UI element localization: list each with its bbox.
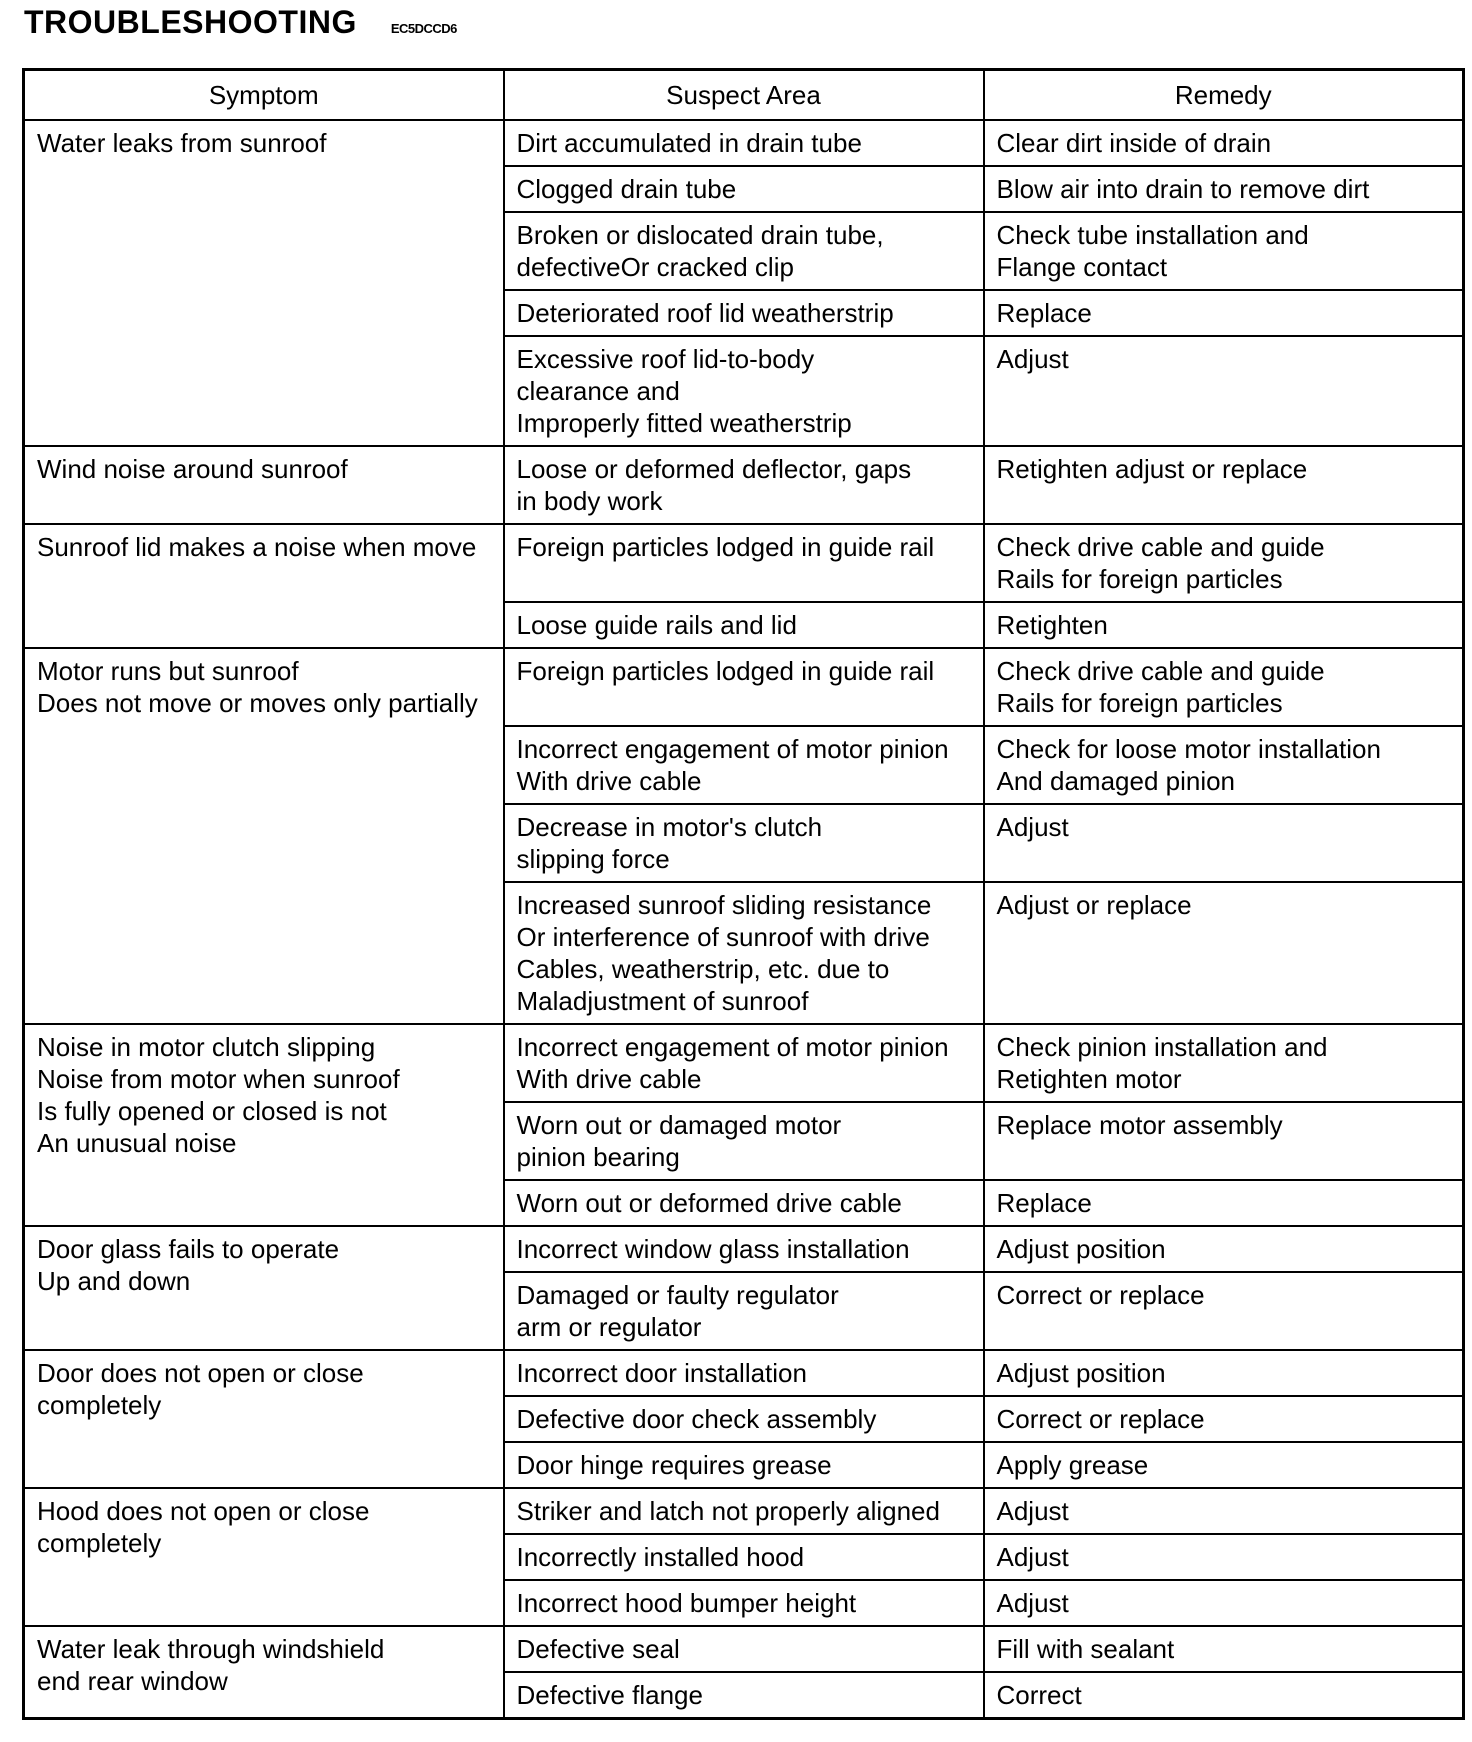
- table-row: [24, 1226, 1464, 1272]
- suspect-area-cell: Incorrect engagement of motor pinion With drive cable: [504, 726, 984, 804]
- remedy-cell: Adjust: [984, 1580, 1464, 1626]
- document-code: EC5DCCD6: [390, 21, 457, 36]
- table-row: [24, 1626, 1464, 1672]
- column-header-symptom: Symptom: [24, 70, 504, 121]
- page-title: TROUBLESHOOTING: [24, 4, 357, 40]
- remedy-cell: Replace motor assembly: [984, 1102, 1464, 1180]
- remedy-cell: Check tube installation and Flange contact: [984, 212, 1464, 290]
- table-row: [24, 120, 1464, 166]
- remedy-cell: Correct or replace: [984, 1396, 1464, 1442]
- remedy-cell: Replace: [984, 1180, 1464, 1226]
- symptom-cell: Noise in motor clutch slipping Noise from motor when sunroof Is fully opened or closed is not An unusual noise: [24, 1024, 504, 1226]
- remedy-cell: Adjust: [984, 804, 1464, 882]
- remedy-cell: Check drive cable and guide Rails for foreign particles: [984, 524, 1464, 602]
- suspect-area-cell: Incorrect window glass installation: [504, 1226, 984, 1272]
- symptom-cell: Door does not open or close completely: [24, 1350, 504, 1488]
- remedy-cell: Correct: [984, 1672, 1464, 1719]
- symptom-cell: Water leak through windshield end rear window: [24, 1626, 504, 1719]
- suspect-area-cell: Damaged or faulty regulator arm or regulator: [504, 1272, 984, 1350]
- suspect-area-cell: Excessive roof lid-to-body clearance and Improperly fitted weatherstrip: [504, 336, 984, 446]
- suspect-area-cell: Door hinge requires grease: [504, 1442, 984, 1488]
- symptom-cell: Wind noise around sunroof: [24, 446, 504, 524]
- title-block: [24, 4, 457, 41]
- symptom-cell: Water leaks from sunroof: [24, 120, 504, 446]
- column-header-suspect-area: Suspect Area: [504, 70, 984, 121]
- suspect-area-cell: Foreign particles lodged in guide rail: [504, 524, 984, 602]
- remedy-cell: Adjust: [984, 1488, 1464, 1534]
- symptom-cell: Sunroof lid makes a noise when move: [24, 524, 504, 648]
- suspect-area-cell: Worn out or damaged motor pinion bearing: [504, 1102, 984, 1180]
- table-row: [24, 524, 1464, 602]
- remedy-cell: Apply grease: [984, 1442, 1464, 1488]
- table-row: [24, 1350, 1464, 1396]
- table-row: [24, 648, 1464, 726]
- remedy-cell: Check for loose motor installation And damaged pinion: [984, 726, 1464, 804]
- suspect-area-cell: Defective flange: [504, 1672, 984, 1719]
- suspect-area-cell: Deteriorated roof lid weatherstrip: [504, 290, 984, 336]
- symptom-cell: Motor runs but sunroof Does not move or moves only partially: [24, 648, 504, 1024]
- table-body: [24, 120, 1464, 1719]
- remedy-cell: Adjust or replace: [984, 882, 1464, 1024]
- suspect-area-cell: Loose guide rails and lid: [504, 602, 984, 648]
- remedy-cell: Check drive cable and guide Rails for foreign particles: [984, 648, 1464, 726]
- remedy-cell: Retighten adjust or replace: [984, 446, 1464, 524]
- remedy-cell: Correct or replace: [984, 1272, 1464, 1350]
- remedy-cell: Adjust position: [984, 1226, 1464, 1272]
- suspect-area-cell: Incorrect hood bumper height: [504, 1580, 984, 1626]
- suspect-area-cell: Incorrect engagement of motor pinion With drive cable: [504, 1024, 984, 1102]
- suspect-area-cell: Incorrect door installation: [504, 1350, 984, 1396]
- column-header-remedy: Remedy: [984, 70, 1464, 121]
- suspect-area-cell: Increased sunroof sliding resistance Or interference of sunroof with drive Cables, weatherstrip, etc. due to Maladjustment of sunroof: [504, 882, 984, 1024]
- remedy-cell: Clear dirt inside of drain: [984, 120, 1464, 166]
- suspect-area-cell: Foreign particles lodged in guide rail: [504, 648, 984, 726]
- table-row: [24, 1488, 1464, 1534]
- suspect-area-cell: Decrease in motor's clutch slipping force: [504, 804, 984, 882]
- suspect-area-cell: Clogged drain tube: [504, 166, 984, 212]
- remedy-cell: Retighten: [984, 602, 1464, 648]
- suspect-area-cell: Loose or deformed deflector, gaps in body work: [504, 446, 984, 524]
- remedy-cell: Replace: [984, 290, 1464, 336]
- remedy-cell: Fill with sealant: [984, 1626, 1464, 1672]
- table-row: [24, 446, 1464, 524]
- troubleshooting-table: [22, 68, 1465, 1720]
- symptom-cell: Door glass fails to operate Up and down: [24, 1226, 504, 1350]
- suspect-area-cell: Striker and latch not properly aligned: [504, 1488, 984, 1534]
- table-header-row: [24, 70, 1464, 121]
- remedy-cell: Blow air into drain to remove dirt: [984, 166, 1464, 212]
- symptom-cell: Hood does not open or close completely: [24, 1488, 504, 1626]
- suspect-area-cell: Dirt accumulated in drain tube: [504, 120, 984, 166]
- suspect-area-cell: Defective seal: [504, 1626, 984, 1672]
- remedy-cell: Check pinion installation and Retighten motor: [984, 1024, 1464, 1102]
- remedy-cell: Adjust: [984, 336, 1464, 446]
- suspect-area-cell: Defective door check assembly: [504, 1396, 984, 1442]
- suspect-area-cell: Worn out or deformed drive cable: [504, 1180, 984, 1226]
- suspect-area-cell: Incorrectly installed hood: [504, 1534, 984, 1580]
- suspect-area-cell: Broken or dislocated drain tube, defectiveOr cracked clip: [504, 212, 984, 290]
- table-row: [24, 1024, 1464, 1102]
- remedy-cell: Adjust: [984, 1534, 1464, 1580]
- remedy-cell: Adjust position: [984, 1350, 1464, 1396]
